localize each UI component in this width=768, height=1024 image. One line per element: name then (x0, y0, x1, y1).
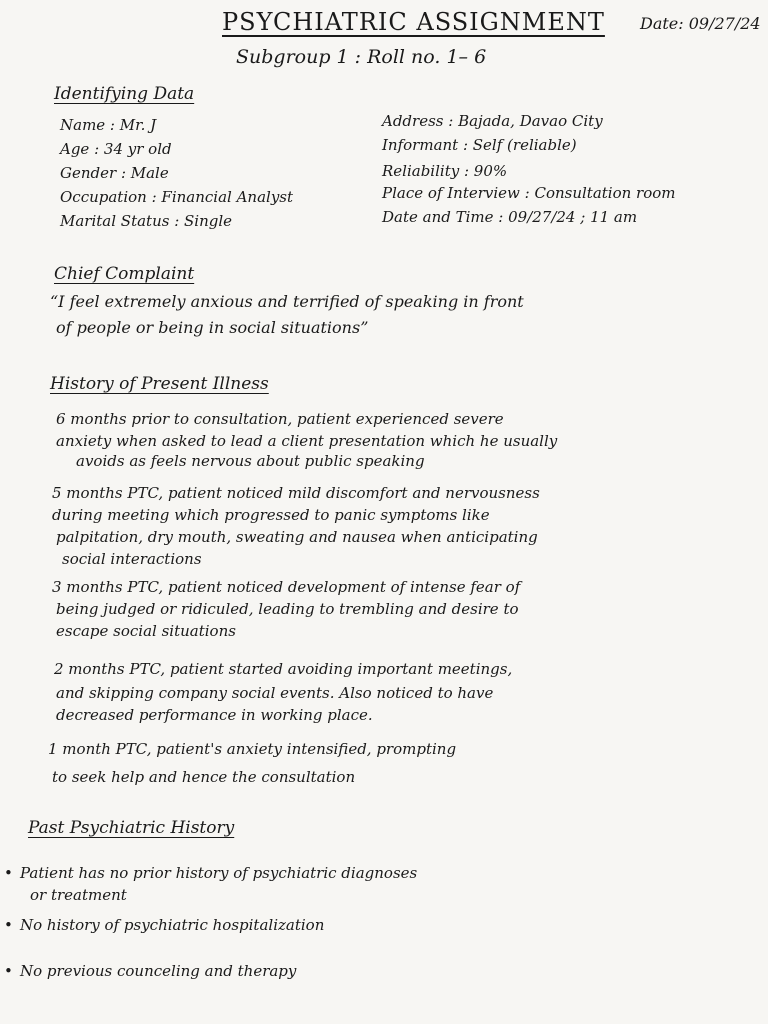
present-illness-line: anxiety when asked to lead a client presentation which he usually (56, 432, 558, 450)
present-illness-line: decreased performance in working place. (56, 706, 373, 724)
present-illness-line: social interactions (62, 550, 202, 568)
chief-complaint-heading: Chief Complaint (54, 264, 195, 284)
present-illness-line: 2 months PTC, patient started avoiding important meetings, (54, 660, 513, 678)
bullet-dot-icon: • (4, 962, 13, 980)
bullet-text: No history of psychiatric hospitalization (20, 916, 325, 934)
past-psychiatric-heading: Past Psychiatric History (28, 818, 235, 838)
present-illness-line: 1 month PTC, patient's anxiety intensified, prompting (48, 740, 457, 758)
bullet-dot-icon: • (4, 916, 13, 934)
field-gender: Gender : Male (60, 164, 169, 182)
field-reliability: Reliability : 90% (382, 162, 508, 180)
field-informant: Informant : Self (reliable) (382, 136, 577, 154)
present-illness-line: escape social situations (56, 622, 236, 640)
chief-complaint-line: “I feel extremely anxious and terrified of speaking in front (50, 292, 524, 311)
identifying-data-heading: Identifying Data (54, 84, 195, 104)
bullet-continuation: or treatment (30, 886, 127, 904)
field-date-and-time: Date and Time : 09/27/24 ; 11 am (382, 208, 638, 226)
bullet-item (4, 864, 417, 882)
page-title: PSYCHIATRIC ASSIGNMENT (222, 8, 605, 36)
subgroup-line: Subgroup 1 : Roll no. 1– 6 (236, 46, 487, 68)
field-address: Address : Bajada, Davao City (382, 112, 603, 130)
assignment-date: Date: 09/27/24 (640, 14, 761, 33)
bullet-dot-icon: • (4, 864, 13, 882)
bullet-text: Patient has no prior history of psychiatric diagnoses (20, 864, 418, 882)
present-illness-heading: History of Present Illness (50, 374, 269, 394)
present-illness-line: 6 months prior to consultation, patient experienced severe (56, 410, 504, 428)
field-marital-status: Marital Status : Single (60, 212, 233, 230)
bullet-item (4, 962, 296, 980)
present-illness-line: during meeting which progressed to panic symptoms like (52, 506, 490, 524)
field-place-of-interview: Place of Interview : Consultation room (382, 184, 676, 202)
present-illness-line: avoids as feels nervous about public speaking (76, 452, 425, 470)
bullet-item (4, 916, 324, 934)
present-illness-line: palpitation, dry mouth, sweating and nausea when anticipating (56, 528, 538, 546)
present-illness-line: 3 months PTC, patient noticed development of intense fear of (52, 578, 521, 596)
present-illness-line: 5 months PTC, patient noticed mild discomfort and nervousness (52, 484, 540, 502)
chief-complaint-line: of people or being in social situations” (56, 318, 369, 337)
field-occupation: Occupation : Financial Analyst (60, 188, 294, 206)
present-illness-line: to seek help and hence the consultation (52, 768, 356, 786)
field-age: Age : 34 yr old (60, 140, 172, 158)
present-illness-line: being judged or ridiculed, leading to trembling and desire to (56, 600, 519, 618)
field-name: Name : Mr. J (60, 116, 157, 134)
present-illness-line: and skipping company social events. Also noticed to have (56, 684, 494, 702)
bullet-text: No previous counceling and therapy (20, 962, 297, 980)
